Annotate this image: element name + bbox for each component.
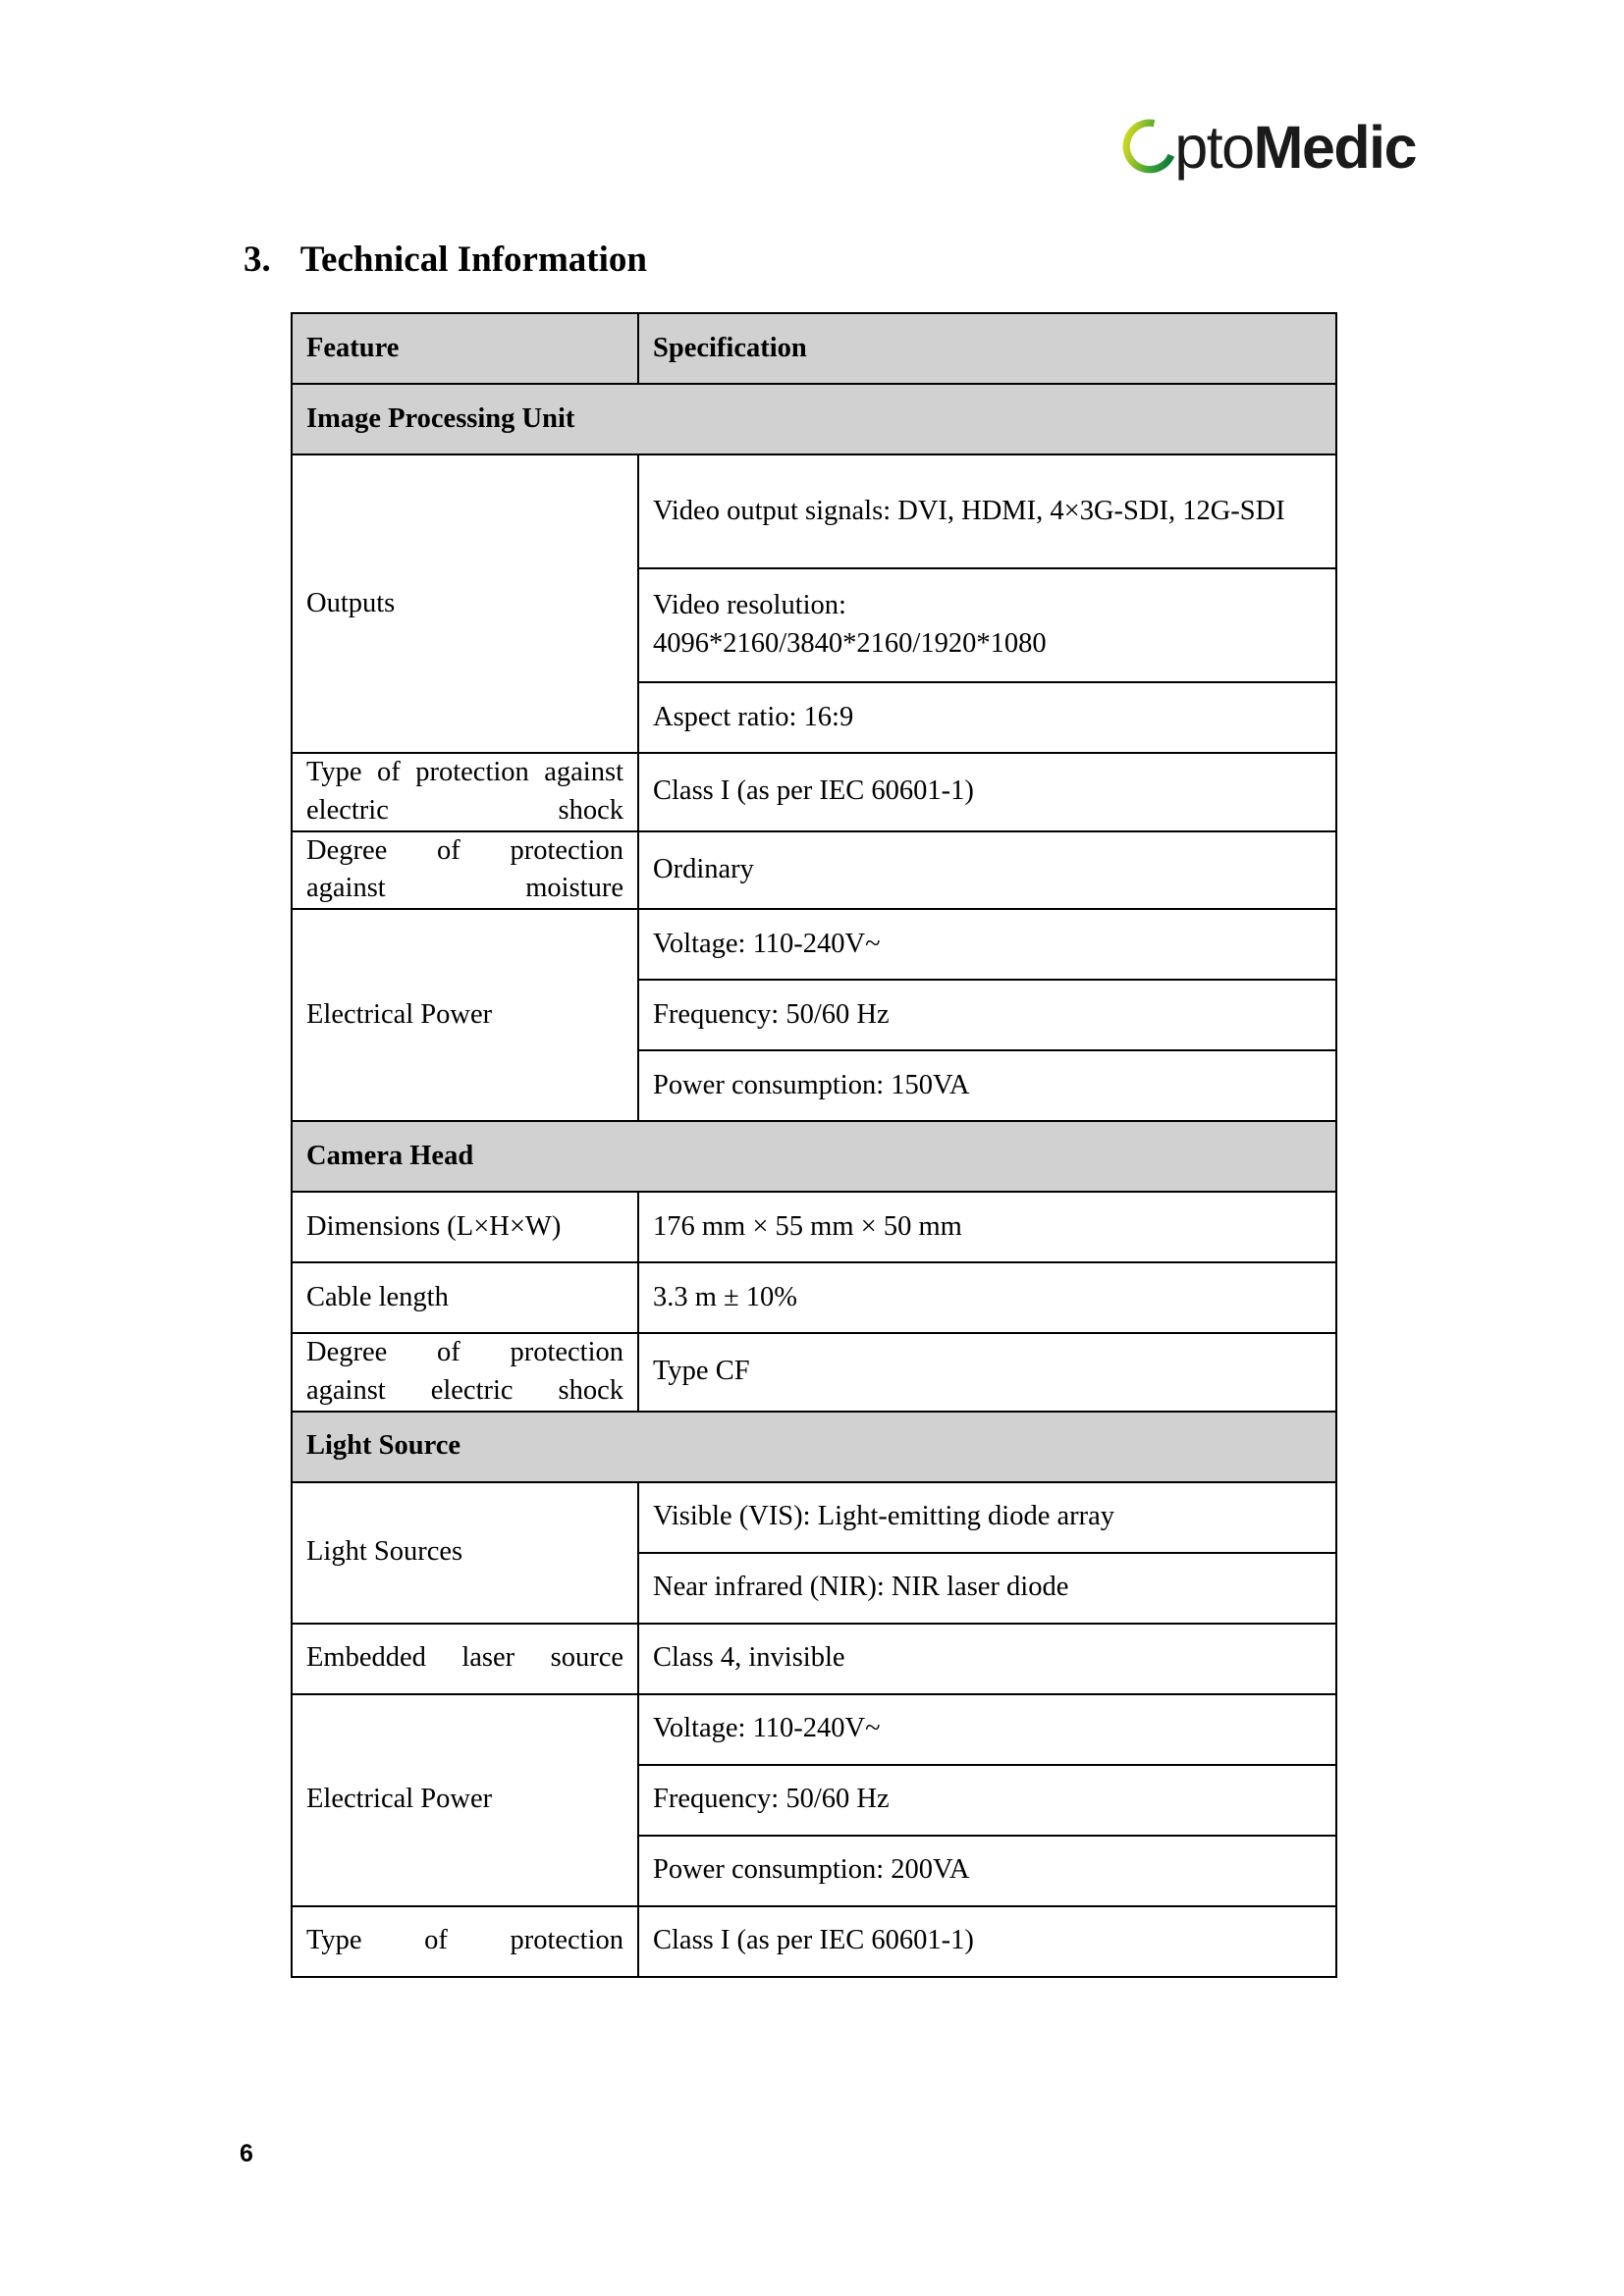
table-row [292,1694,1336,1765]
specification-value: Type CF [638,1333,1336,1412]
specification-value: Visible (VIS): Light-emitting diode array [638,1482,1336,1553]
specification-value: 3.3 m ± 10% [638,1262,1336,1333]
section-header-row [292,384,1336,454]
section-header-row [292,1121,1336,1192]
page-title [244,240,647,280]
specification-value: Class I (as per IEC 60601-1) [638,753,1336,831]
opto-ring-icon [1115,115,1180,180]
feature-label: Embedded laser source [292,1624,638,1694]
specification-value: Power consumption: 200VA [638,1836,1336,1906]
table-row [292,831,1336,910]
specification-value: Frequency: 50/60 Hz [638,1765,1336,1836]
table-row [292,1482,1336,1553]
column-header-specification: Specification [638,313,1336,384]
specification-value: 176 mm × 55 mm × 50 mm [638,1192,1336,1262]
specification-value: Class I (as per IEC 60601-1) [638,1906,1336,1977]
specification-value: Ordinary [638,831,1336,910]
logo-text-bold: Medic [1253,113,1416,181]
page-number: 6 [240,2140,253,2167]
section-title: Light Source [292,1412,1336,1482]
feature-label: Cable length [292,1262,638,1333]
table-row [292,909,1336,980]
section-title: Camera Head [292,1121,1336,1192]
specification-value: Power consumption: 150VA [638,1050,1336,1121]
technical-information-table [291,312,1337,1978]
section-title: Image Processing Unit [292,384,1336,454]
feature-label: Light Sources [292,1482,638,1624]
table-row [292,1333,1336,1412]
feature-label: Electrical Power [292,909,638,1121]
table-row [292,1192,1336,1262]
logo-text-light: pto [1174,113,1254,181]
specification-value: Video output signals: DVI, HDMI, 4×3G-SDI, 12G-SDI [638,454,1336,568]
brand-logo [1115,106,1416,188]
feature-label: Outputs [292,454,638,753]
specification-value: Voltage: 110-240V~ [638,909,1336,980]
heading-number: 3. [244,240,271,280]
logo-wordmark [1174,113,1416,181]
specification-value: Near infrared (NIR): NIR laser diode [638,1553,1336,1624]
feature-label: Dimensions (L×H×W) [292,1192,638,1262]
specification-value: Voltage: 110-240V~ [638,1694,1336,1765]
table-row [292,1624,1336,1694]
feature-label: Degree of protection against electric shock [292,1333,638,1412]
specification-value: Video resolution: 4096*2160/3840*2160/1920*1080 [638,568,1336,682]
table-row [292,1262,1336,1333]
table-header-row [292,313,1336,384]
feature-label: Electrical Power [292,1694,638,1906]
specification-value: Class 4, invisible [638,1624,1336,1694]
table-row [292,753,1336,831]
table-row [292,1906,1336,1977]
specification-value: Frequency: 50/60 Hz [638,980,1336,1050]
column-header-feature: Feature [292,313,638,384]
table-row [292,454,1336,568]
heading-text: Technical Information [299,240,647,280]
specification-value: Aspect ratio: 16:9 [638,682,1336,753]
feature-label: Type of protection [292,1906,638,1977]
section-header-row [292,1412,1336,1482]
feature-label: Type of protection against electric shock [292,753,638,831]
feature-label: Degree of protection against moisture [292,831,638,910]
